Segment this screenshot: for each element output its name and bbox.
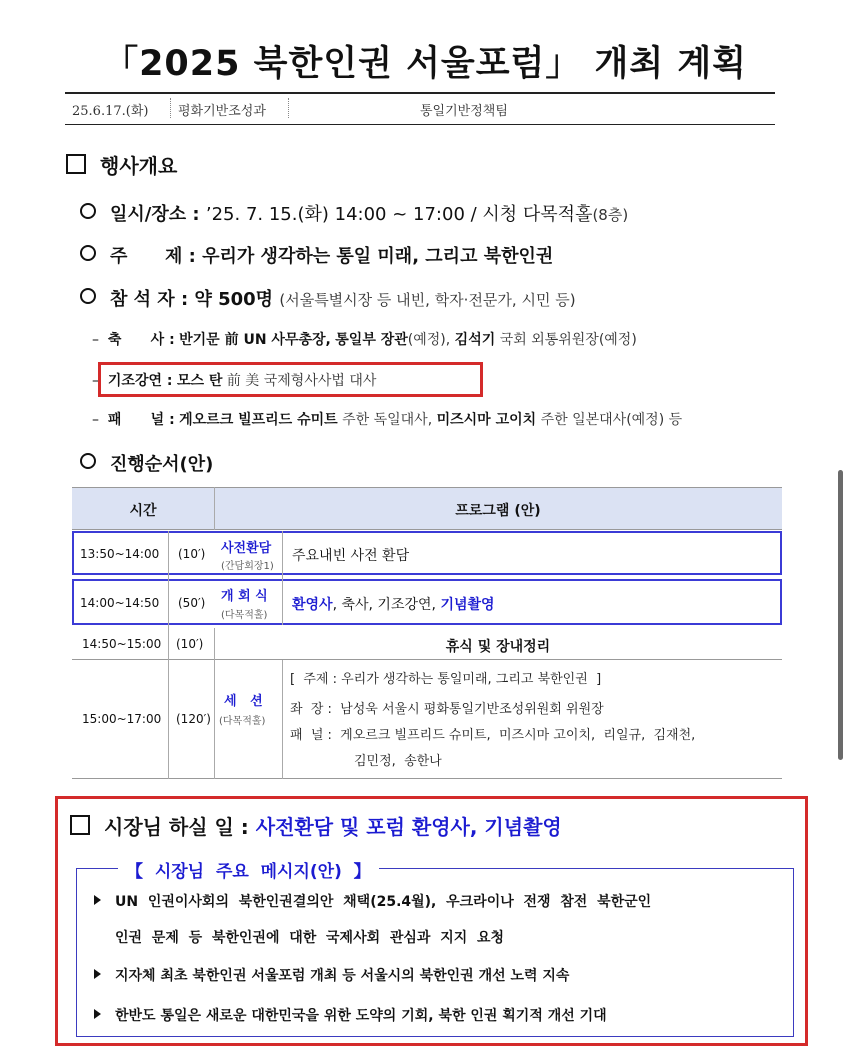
overview-topic-row: 주 제 : 우리가 생각하는 통일 미래, 그리고 북한인권 bbox=[80, 242, 553, 268]
row-description: 환영사, 축사, 기조강연, 기념촬영 bbox=[292, 597, 495, 613]
header-top-rule bbox=[65, 92, 775, 94]
congrats-row: – 축 사 : 반기문 前 UN 사무총장, 통일부 장관(예정), 김석기 국회 외통위원장(예정) bbox=[92, 332, 637, 348]
cell-divider bbox=[282, 531, 283, 625]
row-duration: (10′) bbox=[178, 547, 206, 561]
header-divider bbox=[214, 487, 215, 530]
panel-row: – 패 널 : 게오르크 빌프리드 슈미트 주한 독일대사, 미즈시마 고이치 주한 일본대사(예정) 등 bbox=[92, 412, 683, 428]
triangle-bullet-icon bbox=[94, 895, 101, 905]
doc-department: 평화기반조성과 bbox=[178, 104, 266, 119]
triangle-bullet-icon bbox=[94, 969, 101, 979]
meta-divider bbox=[170, 98, 171, 118]
message-bullet: UN 인권이사회의 북한인권결의안 채택(25.4월), 우크라이나 전쟁 참전 북한군인 bbox=[94, 891, 651, 911]
session-topic: [ 주제 : 우리가 생각하는 통일미래, 그리고 북한인권 ] bbox=[290, 672, 602, 687]
checkbox-square-icon bbox=[70, 815, 90, 835]
row-description: 휴식 및 장내정리 bbox=[445, 639, 551, 655]
overview-datetime-row: 일시/장소 : ’25. 7. 15.(화) 14:00 ~ 17:00 / 시청 다목적홀(8층) bbox=[80, 200, 628, 226]
header-time: 시간 bbox=[129, 503, 157, 519]
overview-attendees-row: 참 석 자 : 약 500명 (서울특별시장 등 내빈, 학자·전문가, 시민 등) bbox=[80, 285, 576, 311]
row-place: (간담회장1) bbox=[221, 561, 274, 572]
cell-divider bbox=[282, 660, 283, 779]
row-place: (다목적홀) bbox=[219, 716, 266, 727]
circle-bullet-icon bbox=[80, 453, 96, 469]
mayor-tasks-heading: 시장님 하실 일 : 사전환담 및 포럼 환영사, 기념촬영 bbox=[70, 811, 562, 840]
document-title: 「2025 북한인권 서울포럼」 개최 계획 bbox=[103, 44, 747, 84]
header-program: 프로그램 (안) bbox=[455, 503, 541, 519]
checkbox-square-icon bbox=[66, 154, 86, 174]
table-row bbox=[72, 660, 782, 779]
doc-team: 통일기반정책팀 bbox=[420, 104, 508, 119]
row-name: 사전환담 bbox=[221, 541, 272, 556]
order-heading: 진행순서(안) bbox=[80, 450, 213, 476]
cell-divider bbox=[214, 628, 215, 660]
keynote-row: – 기조강연 : 모스 탄 前 美 국제형사사법 대사 bbox=[92, 373, 377, 389]
triangle-bullet-icon bbox=[94, 1009, 101, 1019]
table-row bbox=[72, 628, 782, 660]
row-duration: (50′) bbox=[178, 596, 206, 610]
table-row bbox=[72, 579, 782, 625]
schedule-table bbox=[72, 487, 782, 779]
row-name: 세 션 bbox=[224, 694, 263, 709]
schedule-header-row bbox=[72, 487, 782, 530]
row-place: (다목적홀) bbox=[221, 610, 268, 621]
scrollbar-thumb[interactable] bbox=[838, 470, 843, 760]
row-time: 13:50~14:00 bbox=[80, 547, 160, 561]
header-bottom-rule bbox=[65, 124, 775, 125]
cell-divider bbox=[168, 531, 169, 779]
session-panel: 패 널 : 게오르크 빌프리드 슈미트, 미즈시마 고이치, 리일규, 김재천, bbox=[290, 728, 696, 743]
row-duration: (120′) bbox=[176, 712, 211, 726]
keynote-highlight-box bbox=[98, 362, 483, 397]
circle-bullet-icon bbox=[80, 245, 96, 261]
row-time: 14:50~15:00 bbox=[82, 637, 162, 651]
overview-heading: 행사개요 bbox=[66, 150, 177, 179]
cell-divider bbox=[214, 660, 215, 779]
session-chair: 좌 장 : 남성욱 서울시 평화통일기반조성위원회 위원장 bbox=[290, 702, 604, 717]
message-bullet: 지자체 최초 북한인권 서울포럼 개최 등 서울시의 북한인권 개선 노력 지속 bbox=[94, 965, 569, 985]
meta-divider bbox=[288, 98, 289, 118]
row-duration: (10′) bbox=[176, 637, 204, 651]
circle-bullet-icon bbox=[80, 203, 96, 219]
doc-date: 25.6.17.(화) bbox=[72, 104, 149, 119]
circle-bullet-icon bbox=[80, 288, 96, 304]
session-panel-cont: 김민정, 송한나 bbox=[354, 754, 442, 769]
message-bullet-cont: 인권 문제 등 북한인권에 대한 국제사회 관심과 지지 요청 bbox=[115, 930, 505, 946]
row-name: 개 회 식 bbox=[221, 589, 268, 604]
message-bullet: 한반도 통일은 새로운 대한민국을 위한 도약의 기회, 북한 인권 획기적 개선 기대 bbox=[94, 1005, 607, 1025]
mayor-message-title: 【 시장님 주요 메시지(안) 】 bbox=[118, 857, 379, 882]
row-description: 주요내빈 사전 환담 bbox=[292, 548, 410, 564]
mayor-tasks-box bbox=[55, 796, 808, 1046]
row-time: 14:00~14:50 bbox=[80, 596, 160, 610]
row-time: 15:00~17:00 bbox=[82, 712, 162, 726]
table-row bbox=[72, 531, 782, 575]
